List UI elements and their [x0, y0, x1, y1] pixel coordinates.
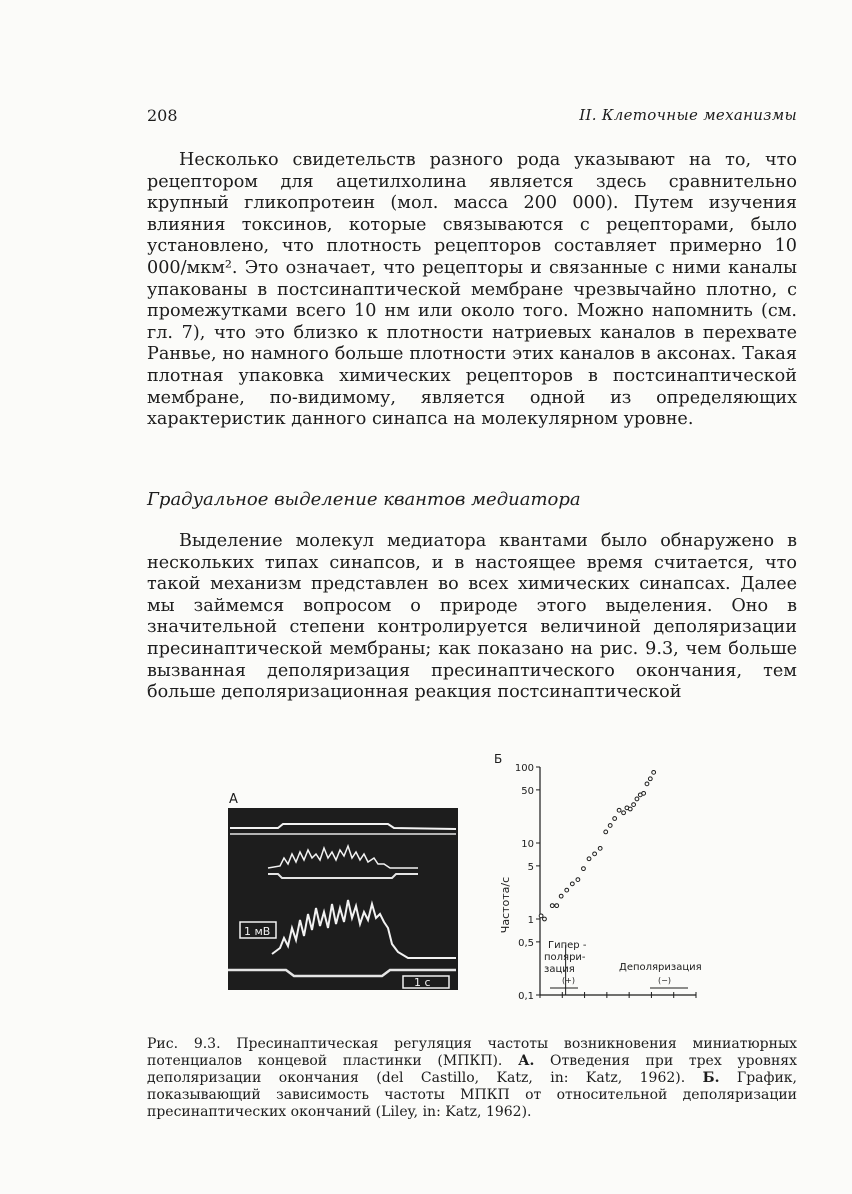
data-point — [593, 852, 597, 856]
data-point — [617, 808, 621, 812]
data-point — [539, 914, 543, 918]
y-tick-label: 10 — [521, 839, 534, 850]
y-tick-label: 0,5 — [518, 937, 534, 949]
data-point — [598, 846, 602, 850]
region-depolarization-sign: (−) — [658, 976, 671, 985]
region-hyperpolarization-sign: (+) — [562, 976, 575, 985]
panel-a-recordings — [228, 808, 458, 1038]
y-axis-label: Частота/с — [499, 876, 512, 934]
chapter-title: II. Клеточные механизмы — [579, 106, 797, 124]
running-head — [147, 106, 797, 128]
data-point — [632, 803, 636, 807]
voltage-scale-label: 1 мВ — [244, 925, 271, 938]
data-point — [645, 782, 649, 786]
data-point — [555, 904, 559, 908]
data-point — [642, 791, 646, 795]
figure-caption — [147, 1036, 797, 1121]
data-point — [652, 770, 656, 774]
data-point — [604, 830, 608, 834]
data-point — [565, 888, 569, 892]
y-tick-label: 100 — [514, 763, 534, 774]
caption-prefix: Рис. 9.3. — [147, 1036, 221, 1052]
section-heading: Градуальное выделение квантов медиатора — [147, 489, 581, 510]
paragraph-quantal-release: Выделение молекул медиатора квантами было обнаружено в нескольких типах синапсов, и в настоящее время считается, что такой механизм представлен во всех химических синапсах. Далее мы займемся вопросом о природе этого выделения. Оно в значительной степени контролируется величиной деполяризации пресинаптической мембраны; как показано на рис. 9.3, чем больше вызванная деполяризация пресинаптического окончания, тем больше деполяризационная реакция постсинаптической — [147, 531, 797, 703]
data-point — [582, 867, 586, 871]
oscilloscope-traces — [228, 808, 458, 1038]
data-point — [648, 777, 652, 781]
caption-text-3: График, показывающий зависимость частоты МПКП от относительной деполяризации пресинаптических окончаний (Liley, in: Katz, 1962). — [147, 1070, 797, 1120]
data-point — [587, 857, 591, 861]
data-point — [550, 904, 554, 908]
caption-text-1: Пресинаптическая регуляция частоты возникновения миниатюрных потенциалов концевой пластинки (МПКП). — [147, 1036, 797, 1069]
data-point — [608, 824, 612, 828]
page-number: 208 — [147, 106, 178, 125]
region-depolarization-label: Деполяризация — [619, 962, 702, 973]
data-point — [613, 817, 617, 821]
figure-9-3 — [0, 745, 852, 1015]
data-point — [570, 882, 574, 886]
y-tick-label: 1 — [527, 915, 534, 926]
caption-a-label: А. — [518, 1053, 535, 1069]
caption-text-2: Отведения при трех уровнях деполяризации окончания (del Castillo, Katz, in: Katz, 1962). — [147, 1053, 797, 1086]
y-tick-label: 50 — [521, 785, 534, 797]
frequency-scatter-plot — [478, 745, 738, 1015]
time-scale-label: 1 с — [414, 976, 431, 989]
panel-b-label: Б — [494, 752, 503, 766]
panel-b-plot — [478, 745, 738, 1015]
data-point — [543, 917, 547, 921]
data-point — [576, 878, 580, 882]
caption-b-label: Б. — [702, 1070, 720, 1086]
y-tick-label: 0,1 — [518, 991, 534, 1002]
data-point — [622, 811, 626, 815]
data-point — [628, 807, 632, 811]
data-point — [635, 797, 639, 801]
panel-a-label: А — [229, 792, 238, 807]
y-tick-label: 5 — [527, 861, 534, 873]
paragraph-receptor-density: Несколько свидетельств разного рода указывают на то, что рецептором для ацетилхолина является здесь сравнительно крупный гликопротеин (мол. масса 200 000). Путем изучения влияния токсинов, которые связываются с рецепторами, было установлено, что плотность рецепторов составляет примерно 10 000/мкм². Это означает, что рецепторы и связанные с ними каналы упакованы в постсинаптической мембране чрезвычайно плотно, с промежутками всего 10 нм или около того. Можно напомнить (см. гл. 7), что это близко к плотности натриевых каналов в перехвате Ранвье, но намного больше плотности этих каналов в аксонах. Такая плотная упаковка химических рецепторов в постсинаптической мембране, по-видимому, является одной из определяющих характеристик данного синапса на молекулярном уровне. — [147, 150, 797, 430]
region-hyperpolarization-label: Гипер - поляри- зация — [544, 940, 587, 975]
trace-background — [228, 808, 458, 990]
data-point — [559, 894, 563, 898]
